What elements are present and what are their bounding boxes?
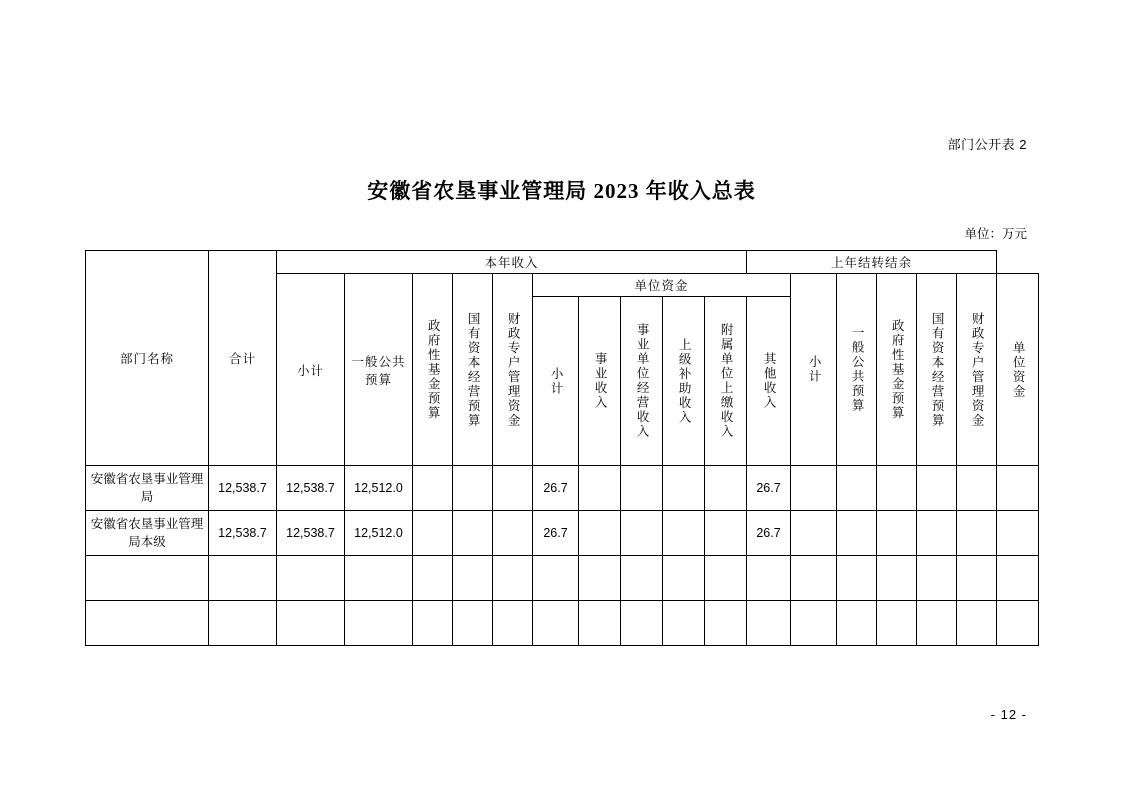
page-number: - 12 - [990, 707, 1027, 722]
table-row [86, 511, 1039, 556]
cell-carry-subtotal [791, 511, 837, 556]
header-carry-fiscal-special-account-text: 财政专户管理资金 [970, 311, 985, 428]
cell-carry-general-public-budget [837, 466, 877, 511]
income-summary-table [85, 250, 1039, 646]
header-carry-general-public-budget [837, 274, 877, 466]
cell-carry-subtotal [791, 466, 837, 511]
cell-state-capital-budget [453, 601, 493, 646]
cell-dept-name: 安徽省农垦事业管理局本级 [86, 511, 209, 556]
header-carry-gov-fund-budget-text: 政府性基金预算 [890, 318, 905, 421]
cell-other-income [747, 556, 791, 601]
cell-fiscal-special-account [493, 601, 533, 646]
header-carry-state-capital-budget-text: 国有资本经营预算 [930, 311, 945, 428]
cell-state-capital-budget [453, 466, 493, 511]
cell-fiscal-special-account [493, 556, 533, 601]
cell-business-income [579, 601, 621, 646]
cell-carry-fiscal-special-account [957, 556, 997, 601]
header-row-group [86, 251, 1039, 274]
cell-gov-fund-budget [413, 466, 453, 511]
cell-carry-state-capital-budget [917, 556, 957, 601]
cell-affiliated-unit-payment [705, 511, 747, 556]
header-unit-funds: 单位资金 [533, 274, 791, 297]
header-general-public-budget-text: 一般公共预算 [351, 354, 406, 387]
header-fiscal-special-account-text: 财政专户管理资金 [506, 311, 521, 428]
cell-superior-subsidy-income [663, 556, 705, 601]
header-business-unit-operating-income-text: 事业单位经营收入 [635, 323, 650, 439]
header-gov-fund-budget-text: 政府性基金预算 [426, 318, 441, 421]
cell-business-unit-operating-income [621, 466, 663, 511]
cell-carry-state-capital-budget [917, 601, 957, 646]
cell-total: 12,538.7 [209, 466, 277, 511]
header-business-income-text: 事业收入 [593, 352, 608, 410]
cell-affiliated-unit-payment [705, 466, 747, 511]
cell-fiscal-special-account [493, 511, 533, 556]
header-unit-funds-subtotal-text: 小计 [549, 366, 564, 396]
cell-unit-funds-subtotal [533, 556, 579, 601]
cell-dept-name: 安徽省农垦事业管理局 [86, 466, 209, 511]
cell-carry-gov-fund-budget [877, 466, 917, 511]
cell-carry-unit-funds [997, 556, 1039, 601]
cell-carry-subtotal [791, 556, 837, 601]
cell-business-income [579, 466, 621, 511]
cell-unit-funds-subtotal [533, 601, 579, 646]
header-superior-subsidy-income-text: 上级补助收入 [677, 337, 692, 425]
cell-carry-fiscal-special-account [957, 511, 997, 556]
header-carry-general-public-budget-text: 一般公共预算 [850, 326, 865, 413]
header-state-capital-budget-text: 国有资本经营预算 [466, 311, 481, 428]
income-summary-table-wrapper [85, 250, 1038, 646]
cell-other-income [747, 601, 791, 646]
header-superior-subsidy-income [663, 297, 705, 466]
cell-business-income [579, 556, 621, 601]
header-prev-year-carryover: 上年结转结余 [747, 251, 997, 274]
cell-affiliated-unit-payment [705, 601, 747, 646]
header-fiscal-special-account [493, 274, 533, 466]
header-other-income-text: 其他收入 [762, 352, 777, 410]
header-general-public-budget [345, 274, 413, 466]
header-current-year-income: 本年收入 [277, 251, 747, 274]
cell-business-income [579, 511, 621, 556]
cell-affiliated-unit-payment [705, 556, 747, 601]
table-row [86, 466, 1039, 511]
cell-other-income: 26.7 [747, 511, 791, 556]
cell-fiscal-special-account [493, 466, 533, 511]
header-affiliated-unit-payment [705, 297, 747, 466]
header-carry-subtotal [791, 274, 837, 466]
cell-general-public-budget [345, 601, 413, 646]
header-subtotal: 小计 [277, 274, 345, 466]
cell-carry-fiscal-special-account [957, 466, 997, 511]
cell-superior-subsidy-income [663, 511, 705, 556]
cell-carry-general-public-budget [837, 601, 877, 646]
cell-gov-fund-budget [413, 556, 453, 601]
cell-carry-gov-fund-budget [877, 556, 917, 601]
header-carry-unit-funds-text: 单位资金 [1011, 340, 1026, 399]
cell-carry-gov-fund-budget [877, 601, 917, 646]
cell-total [209, 601, 277, 646]
cell-carry-general-public-budget [837, 556, 877, 601]
cell-gov-fund-budget [413, 601, 453, 646]
header-business-unit-operating-income [621, 297, 663, 466]
cell-dept-name [86, 556, 209, 601]
cell-subtotal: 12,538.7 [277, 511, 345, 556]
cell-superior-subsidy-income [663, 601, 705, 646]
cell-subtotal [277, 556, 345, 601]
cell-carry-state-capital-budget [917, 511, 957, 556]
cell-unit-funds-subtotal: 26.7 [533, 466, 579, 511]
cell-total [209, 556, 277, 601]
cell-business-unit-operating-income [621, 511, 663, 556]
cell-carry-subtotal [791, 601, 837, 646]
cell-carry-state-capital-budget [917, 466, 957, 511]
header-carry-subtotal-text: 小计 [807, 355, 822, 384]
cell-subtotal [277, 601, 345, 646]
cell-general-public-budget [345, 556, 413, 601]
cell-state-capital-budget [453, 556, 493, 601]
cell-business-unit-operating-income [621, 556, 663, 601]
cell-business-unit-operating-income [621, 601, 663, 646]
cell-carry-unit-funds [997, 466, 1039, 511]
cell-subtotal: 12,538.7 [277, 466, 345, 511]
cell-carry-unit-funds [997, 601, 1039, 646]
cell-total: 12,538.7 [209, 511, 277, 556]
cell-dept-name [86, 601, 209, 646]
cell-unit-funds-subtotal: 26.7 [533, 511, 579, 556]
cell-carry-general-public-budget [837, 511, 877, 556]
header-affiliated-unit-payment-text: 附属单位上缴收入 [719, 323, 734, 439]
cell-carry-fiscal-special-account [957, 601, 997, 646]
header-carry-gov-fund-budget [877, 274, 917, 466]
header-gov-fund-budget [413, 274, 453, 466]
header-carry-fiscal-special-account [957, 274, 997, 466]
cell-other-income: 26.7 [747, 466, 791, 511]
form-label: 部门公开表 2 [947, 137, 1027, 152]
header-business-income [579, 297, 621, 466]
header-carry-state-capital-budget [917, 274, 957, 466]
table-row [86, 601, 1039, 646]
cell-gov-fund-budget [413, 511, 453, 556]
table-row [86, 556, 1039, 601]
cell-carry-gov-fund-budget [877, 511, 917, 556]
cell-general-public-budget: 12,512.0 [345, 466, 413, 511]
cell-superior-subsidy-income [663, 466, 705, 511]
header-dept-name: 部门名称 [86, 251, 209, 466]
cell-carry-unit-funds [997, 511, 1039, 556]
header-state-capital-budget [453, 274, 493, 466]
page-title: 安徽省农垦事业管理局 2023 年收入总表 [367, 179, 756, 203]
header-unit-funds-subtotal [533, 297, 579, 466]
header-carry-unit-funds [997, 274, 1039, 466]
cell-state-capital-budget [453, 511, 493, 556]
cell-general-public-budget: 12,512.0 [345, 511, 413, 556]
header-other-income [747, 297, 791, 466]
header-total: 合计 [209, 251, 277, 466]
unit-note: 单位：万元 [964, 227, 1027, 241]
